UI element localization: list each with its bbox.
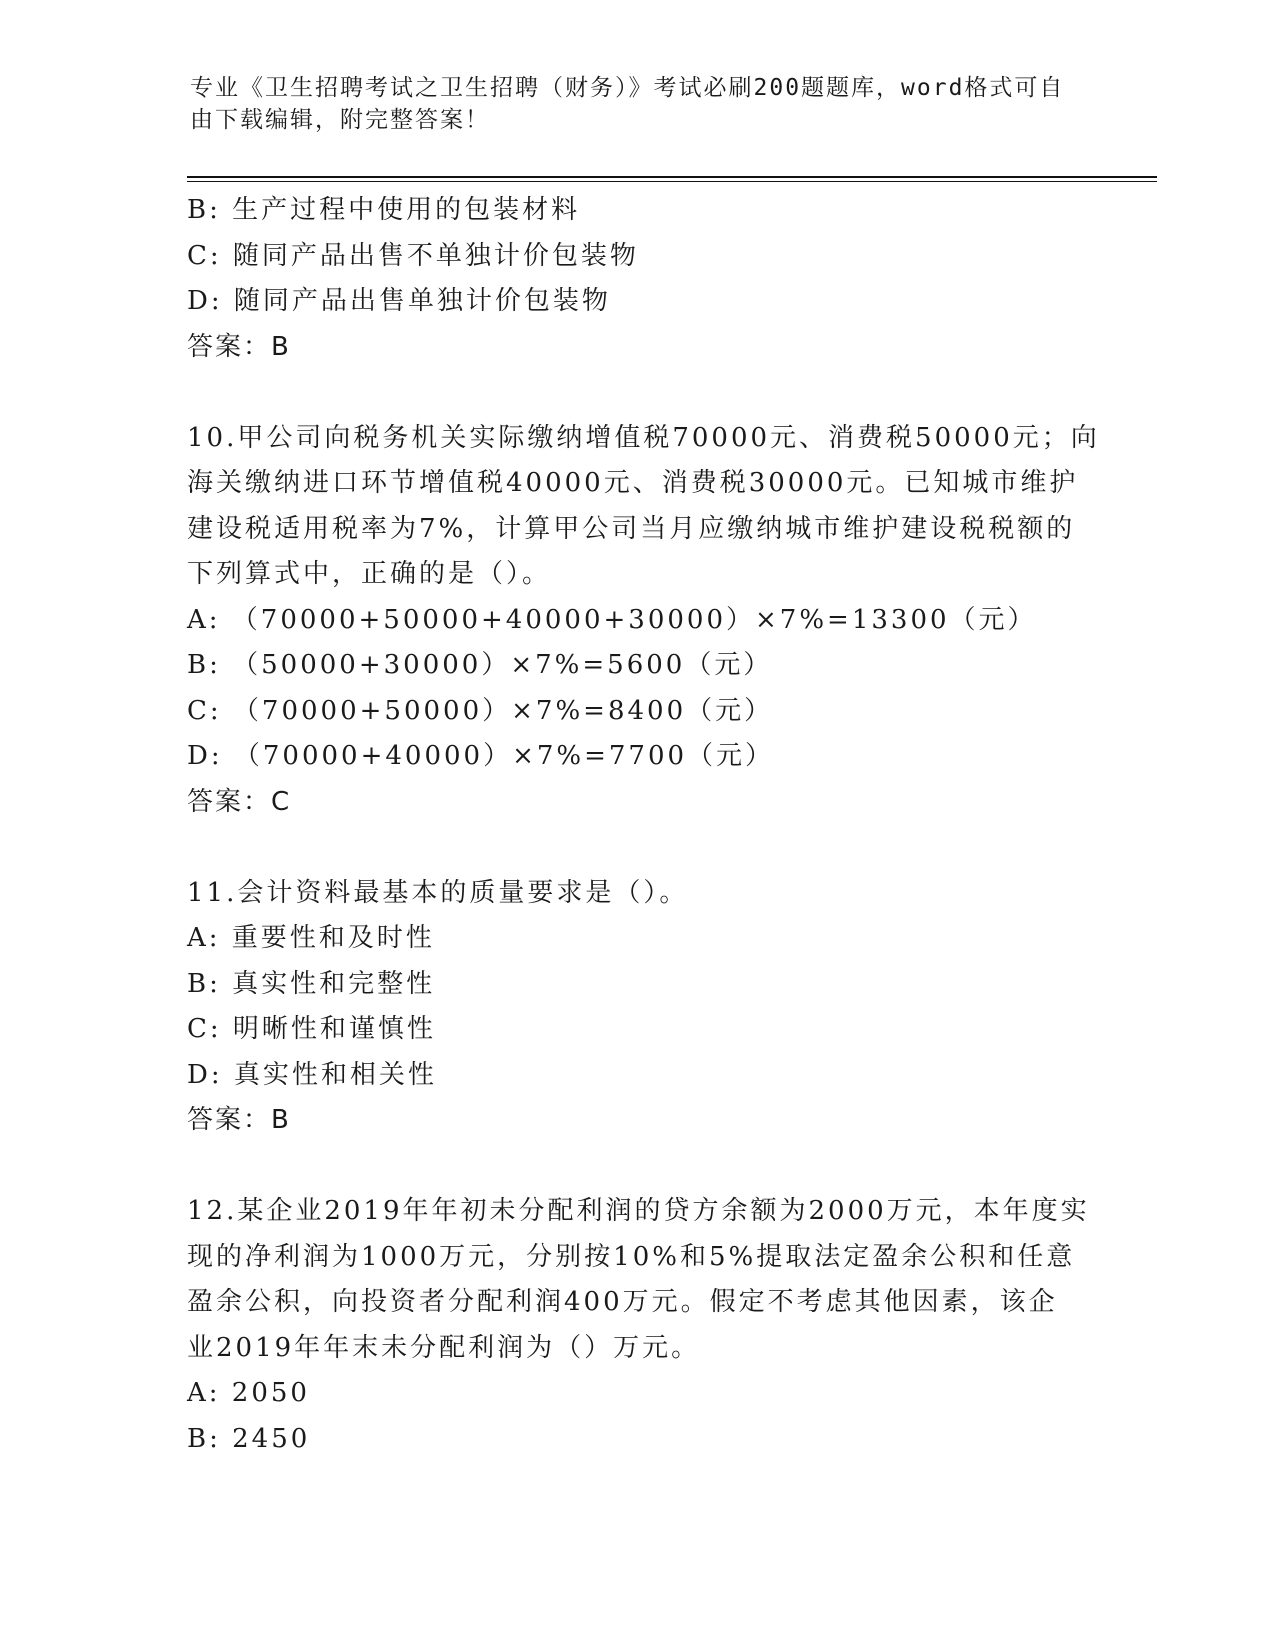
question-stem-line: 建设税适用税率为7%，计算甲公司当月应缴纳城市维护建设税税额的	[187, 513, 1076, 544]
question-12	[187, 1189, 1090, 1462]
header-line-2: 由下载编辑，附完整答案！	[190, 107, 490, 133]
option-b: B: （50000+30000）×7%=5600（元）	[187, 650, 773, 680]
question-9-partial	[187, 188, 1087, 370]
answer-line: 答案：B	[187, 1105, 291, 1135]
question-11	[187, 871, 1087, 1144]
option-d: D: 随同产品出售单独计价包装物	[187, 286, 611, 316]
option-c: C: 明晰性和谨慎性	[187, 1014, 436, 1044]
question-stem-line: 10.甲公司向税务机关实际缴纳增值税70000元、消费税50000元；向	[187, 422, 1100, 453]
spacer	[187, 370, 1087, 416]
header-divider-thick	[187, 176, 1157, 178]
question-stem-line: 业2019年年末未分配利润为（）万元。	[187, 1332, 701, 1363]
header-line-1: 专业《卫生招聘考试之卫生招聘（财务）》考试必刷200题题库，word格式可自	[190, 75, 1065, 101]
option-c: C: （70000+50000）×7%=8400（元）	[187, 695, 774, 726]
question-stem-line: 盈余公积，向投资者分配利润400万元。假定不考虑其他因素，该企	[187, 1287, 1058, 1317]
question-stem-line: 海关缴纳进口环节增值税40000元、消费税30000元。已知城市维护	[187, 468, 1079, 498]
option-b: B: 真实性和完整性	[187, 968, 436, 999]
option-c: C: 随同产品出售不单独计价包装物	[187, 240, 639, 271]
header-divider-thin	[187, 181, 1157, 182]
option-d: D: 真实性和相关性	[187, 1059, 437, 1090]
answer-line: 答案：C	[187, 786, 292, 817]
question-stem-line: 11.会计资料最基本的质量要求是（）。	[187, 877, 689, 908]
option-a: A: （70000+50000+40000+30000）×7%=13300（元）	[187, 604, 1037, 635]
answer-line: 答案：B	[187, 331, 291, 362]
spacer	[187, 1144, 1087, 1190]
question-10	[187, 416, 1100, 826]
question-stem-line: 现的净利润为1000万元，分别按10%和5%提取法定盈余公积和任意	[187, 1241, 1076, 1272]
question-stem-line: 下列算式中，正确的是（）。	[187, 559, 552, 589]
option-d: D: （70000+40000）×7%=7700（元）	[187, 741, 775, 771]
document-body	[187, 188, 1100, 1462]
option-b: B: 生产过程中使用的包装材料	[187, 195, 581, 225]
option-a: A: 2050	[187, 1378, 310, 1408]
spacer	[187, 825, 1087, 871]
question-stem-line: 12.某企业2019年年初未分配利润的贷方余额为2000万元，本年度实	[187, 1196, 1090, 1226]
document-header	[190, 72, 1070, 136]
option-a: A: 重要性和及时性	[187, 923, 435, 953]
option-b: B: 2450	[187, 1423, 311, 1454]
